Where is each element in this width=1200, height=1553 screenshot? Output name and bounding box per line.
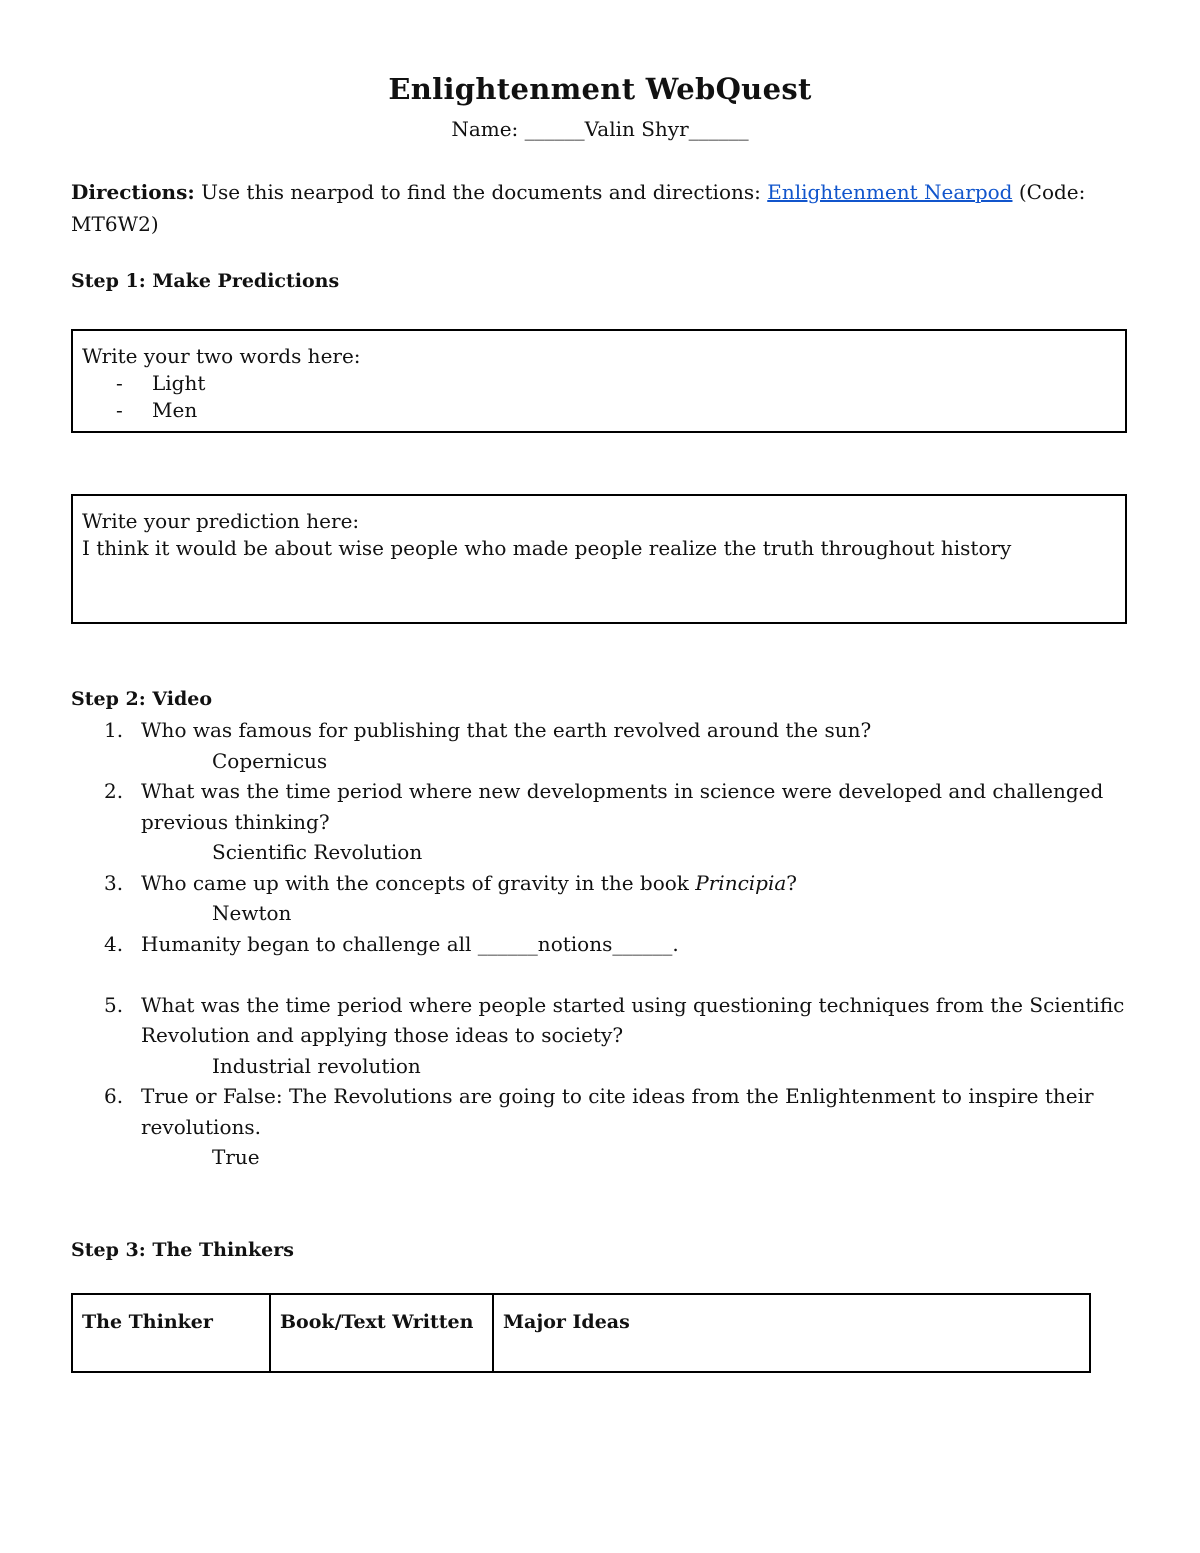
two-words-box[interactable] bbox=[71, 329, 1127, 433]
question-number: 1. bbox=[104, 718, 124, 742]
prediction-box[interactable] bbox=[71, 494, 1127, 624]
table-header-row bbox=[72, 1294, 1090, 1372]
question-answer: Scientific Revolution bbox=[212, 840, 423, 864]
name-value: ______Valin Shyr______ bbox=[524, 117, 749, 141]
question-number: 5. bbox=[104, 992, 124, 1017]
name-line bbox=[0, 117, 1200, 141]
directions-text: Use this nearpod to find the documents and directions: bbox=[194, 180, 768, 204]
prediction-prompt: Write your prediction here: bbox=[82, 509, 360, 533]
word-item: - Light bbox=[116, 370, 1116, 397]
question-number: 4. bbox=[104, 931, 124, 956]
video-questions-list bbox=[104, 715, 1134, 1173]
question-item bbox=[104, 868, 1134, 929]
two-words-prompt: Write your two words here: bbox=[82, 344, 361, 368]
column-header-book: Book/Text Written bbox=[270, 1294, 493, 1372]
column-header-major-ideas: Major Ideas bbox=[493, 1294, 1090, 1372]
word-item: - Men bbox=[116, 397, 1116, 424]
prediction-answer: I think it would be about wise people who made people realize the truth throughout history bbox=[82, 536, 1012, 560]
question-text: Humanity began to challenge all ______notions______. bbox=[141, 931, 679, 956]
question-text: Who was famous for publishing that the earth revolved around the sun? bbox=[141, 718, 872, 742]
nearpod-link[interactable]: Enlightenment Nearpod bbox=[767, 180, 1013, 204]
question-text-end: ? bbox=[786, 870, 798, 895]
step1-heading: Step 1: Make Predictions bbox=[71, 270, 340, 292]
question-answer: Newton bbox=[212, 901, 292, 925]
question-text: What was the time period where people started using questioning techniques from the Scientific Revolution and applying those ideas to society? bbox=[141, 992, 1125, 1047]
thinkers-table bbox=[71, 1293, 1091, 1373]
question-item bbox=[104, 776, 1134, 868]
question-item bbox=[104, 990, 1134, 1082]
question-item bbox=[104, 1081, 1134, 1173]
directions-code: (Code: MT6W2) bbox=[71, 180, 1086, 236]
question-item bbox=[104, 715, 1134, 776]
question-number: 6. bbox=[104, 1084, 124, 1108]
question-item bbox=[104, 929, 1134, 960]
question-text: True or False: The Revolutions are going to cite ideas from the Enlightenment to inspire their revolutions. bbox=[141, 1084, 1094, 1139]
step2-heading: Step 2: Video bbox=[71, 688, 213, 710]
directions-paragraph bbox=[71, 176, 1131, 240]
directions-label: Directions: bbox=[71, 180, 195, 204]
step3-heading: Step 3: The Thinkers bbox=[71, 1239, 294, 1261]
question-text: Who came up with the concepts of gravity in the book bbox=[141, 870, 696, 895]
document-title: Enlightenment WebQuest bbox=[388, 72, 812, 106]
book-title-principia: Principia bbox=[695, 870, 787, 895]
question-answer: Copernicus bbox=[212, 748, 328, 773]
question-text: What was the time period where new developments in science were developed and challenged previous thinking? bbox=[141, 779, 1104, 834]
two-words-list bbox=[82, 370, 1116, 424]
question-number: 2. bbox=[104, 779, 124, 803]
question-number: 3. bbox=[104, 870, 124, 895]
name-label: Name: bbox=[451, 117, 519, 141]
question-answer: True bbox=[212, 1145, 260, 1169]
column-header-thinker: The Thinker bbox=[72, 1294, 270, 1372]
question-answer: Industrial revolution bbox=[212, 1053, 421, 1078]
